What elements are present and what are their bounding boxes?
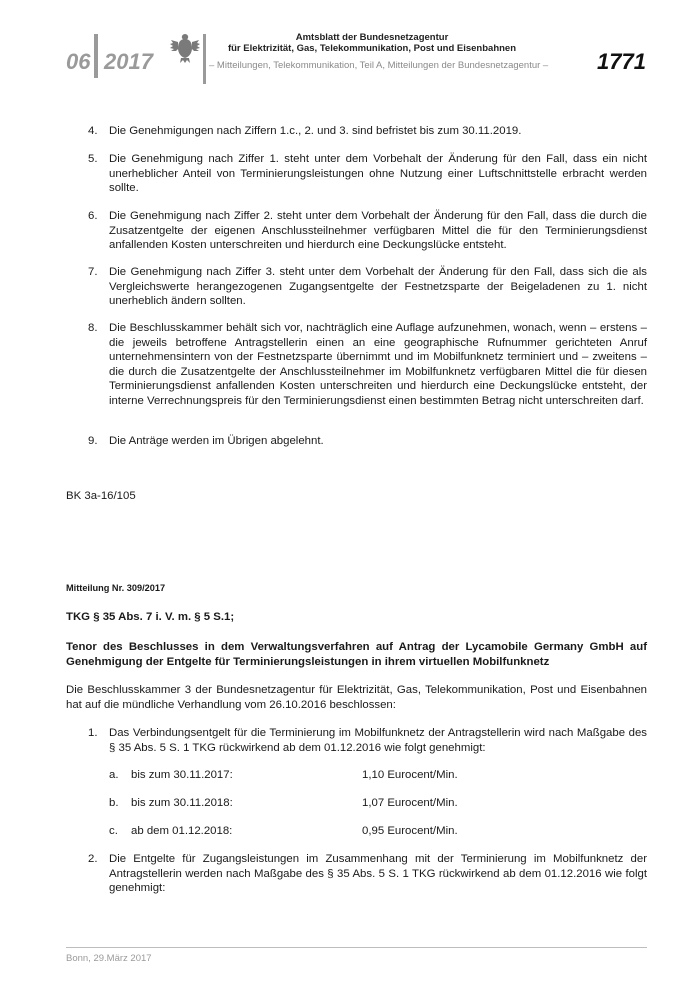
item-text: Die Genehmigung nach Ziffer 3. steht unter dem Vorbehalt der Änderung für den Fall, dass sich die als Vergleichswerte herangezogenen Zugangsentgelte der Festnetzsparte der Beigeladenen zu 1. nicht unerheblich ändern sollten.: [109, 266, 647, 308]
item-number: 6.: [88, 210, 98, 222]
header-divider: [203, 34, 206, 84]
item-number: 4.: [88, 125, 98, 137]
page-number: 1771: [597, 49, 646, 74]
item-text: Die Entgelte für Zugangsleistungen im Zusammenhang mit der Terminierung im Mobilfunknetz der Antragstellerin werden nach Maßgabe des § 35 Abs. 5 S. 1 TKG rückwirkend ab dem 01.12.2016 wie folgt genehmigt:: [109, 853, 647, 895]
rate-value: 0,95 Eurocent/Min.: [362, 825, 458, 837]
rate-period: bis zum 30.11.2017:: [131, 769, 233, 781]
reference-number: BK 3a-16/105: [66, 490, 136, 502]
gazette-title-line2: für Elektrizität, Gas, Telekommunikation, Post und Eisenbahnen: [227, 43, 517, 54]
item-number: 8.: [88, 322, 98, 334]
gazette-subtitle: – Mitteilungen, Telekommunikation, Teil A, Mitteilungen der Bundesnetzagentur –: [209, 60, 549, 71]
item-text: Die Beschlusskammer behält sich vor, nachträglich eine Auflage aufzunehmen, wonach, wenn – erstens – die jeweils betroffene Antragstellerin einen an eine geographische Rufnummer gerichteten Anruf unternehmensintern von der Festnetzsparte übernimmt und im Mobilfunknetz terminiert und – zweitens – die durch die Zusatzentgelte der Anschlussteilnehmer im Mobilfunknetz verfügbaren Mittel die für diesen Terminierungsdienst anfallenden Kosten unterschreiten und hierdurch eine Deckungslücke entsteht, der interne Verrechnungspreis für den Terminierungsdienst einen bestimmten Betrag nicht unterschreiten darf.: [109, 322, 647, 407]
issue-number: 06: [66, 49, 91, 74]
item-number: 7.: [88, 266, 98, 278]
rate-period: ab dem 01.12.2018:: [131, 825, 233, 837]
item-text: Die Genehmigungen nach Ziffern 1.c., 2. und 3. sind befristet bis zum 30.11.2019.: [109, 125, 522, 137]
decision-heading: Tenor des Beschlusses in dem Verwaltungsverfahren auf Antrag der Lycamobile Germany GmbH auf Genehmigung der Entgelte für Terminierungsleistungen in ihrem virtuellen Mobilfunknetz: [66, 641, 647, 668]
rate-value: 1,07 Eurocent/Min.: [362, 797, 458, 809]
item-text: Die Genehmigung nach Ziffer 1. steht unter dem Vorbehalt der Änderung für den Fall, dass ein nicht unerheblicher Anteil von Terminierungsleistungen ohne Nutzung einer Luftschnittstelle erbracht werden sollte.: [109, 153, 647, 195]
footer-divider: [66, 947, 647, 948]
issue-divider: [94, 34, 98, 78]
item-text: Die Genehmigung nach Ziffer 2. steht unter dem Vorbehalt der Änderung für den Fall, dass die durch die Zusatzentgelte der eigenen Anschlussteilnehmer verfügbaren Mittel die für den Terminierungsdienst anfallenden Kosten unterschreiten und hierdurch eine Deckungslücke entsteht.: [109, 210, 647, 252]
item-number: 9.: [88, 435, 98, 447]
federal-eagle-icon: [170, 30, 200, 64]
item-number: 5.: [88, 153, 98, 165]
gazette-title: [222, 32, 522, 54]
rate-letter: b.: [109, 797, 119, 809]
issue-year: 2017: [104, 49, 153, 74]
item-number: 1.: [88, 727, 98, 739]
gazette-title-line1: Amtsblatt der Bundesnetzagentur: [295, 32, 449, 43]
rate-letter: c.: [109, 825, 118, 837]
footer-date: Bonn, 29.März 2017: [66, 953, 152, 964]
notice-label: Mitteilung Nr. 309/2017: [66, 583, 166, 593]
rate-value: 1,10 Eurocent/Min.: [362, 769, 458, 781]
decision-intro: Die Beschlusskammer 3 der Bundesnetzagentur für Elektrizität, Gas, Telekommunikation, Post und Eisenbahnen hat auf die mündliche Verhandlung vom 26.10.2016 beschlossen:: [66, 684, 647, 711]
law-reference: TKG § 35 Abs. 7 i. V. m. § 5 S.1;: [66, 611, 235, 623]
item-text: Das Verbindungsentgelt für die Terminierung im Mobilfunknetz der Antragstellerin wird nach Maßgabe des § 35 Abs. 5 S. 1 TKG rückwirkend ab dem 01.12.2016 wie folgt genehmigt:: [109, 727, 647, 754]
rate-letter: a.: [109, 769, 119, 781]
rate-period: bis zum 30.11.2018:: [131, 797, 233, 809]
item-number: 2.: [88, 853, 98, 865]
item-text: Die Anträge werden im Übrigen abgelehnt.: [109, 435, 324, 447]
